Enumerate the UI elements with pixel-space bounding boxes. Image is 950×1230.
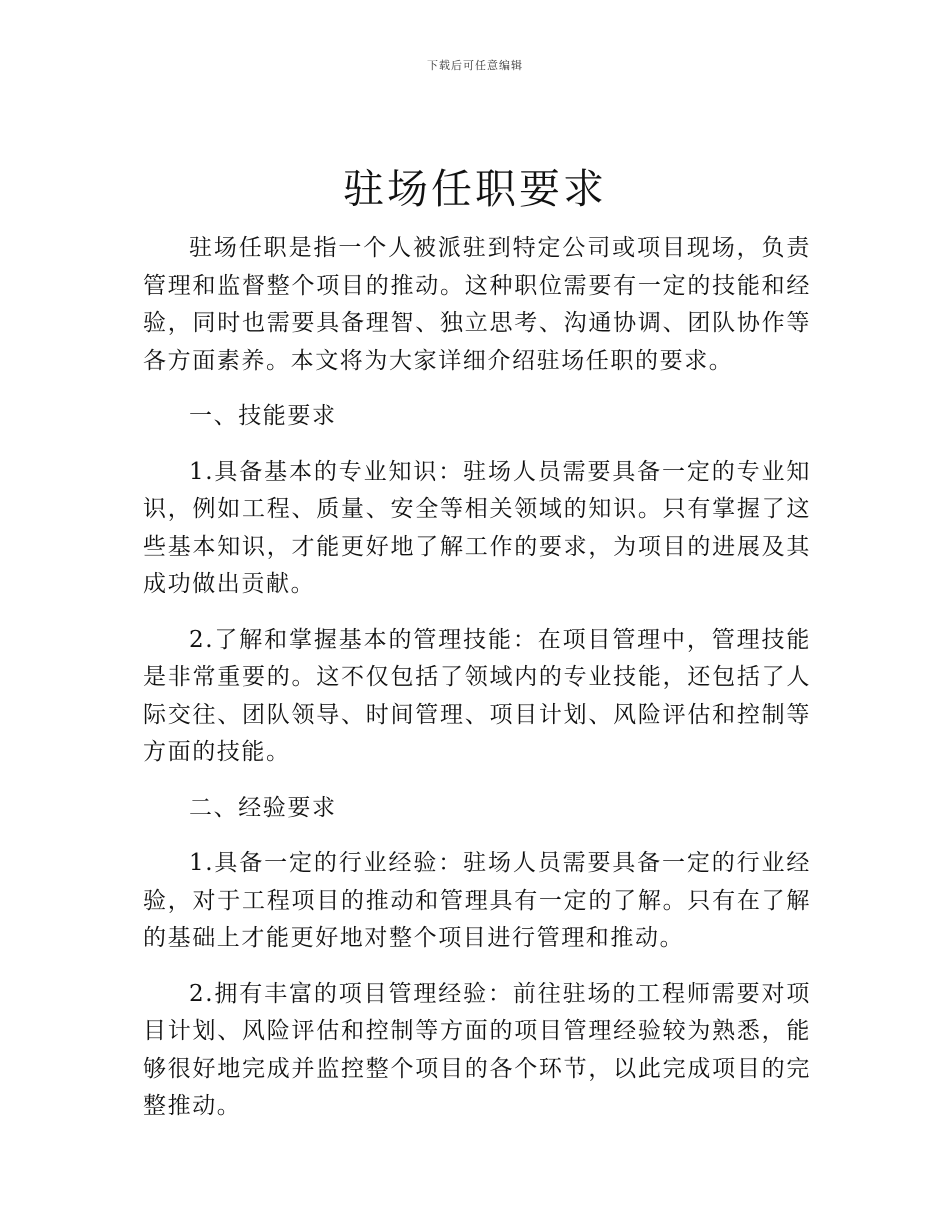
section-heading-skills: 一、技能要求 xyxy=(189,403,337,429)
page-title: 驻场任职要求 xyxy=(343,165,607,213)
header-note: 下载后可任意编辑 xyxy=(427,59,523,72)
experience-paragraph-2: 2.拥有丰富的项目管理经验：前往驻场的工程师需要对项目计划、风险评估和控制等方面的项目管理经验较为熟悉，能够很好地完成并监控整个项目的各个环节，以此完成项目的完整推动。 xyxy=(143,980,811,1119)
experience-paragraph-1: 1.具备一定的行业经验：驻场人员需要具备一定的行业经验，对于工程项目的推动和管理具有一定的了解。只有在了解的基础上才能更好地对整个项目进行管理和推动。 xyxy=(143,850,811,951)
skills-paragraph-1: 1.具备基本的专业知识：驻场人员需要具备一定的专业知识，例如工程、质量、安全等相关领域的知识。只有掌握了这些基本知识，才能更好地了解工作的要求，为项目的进展及其成功做出贡献。 xyxy=(143,458,811,597)
intro-paragraph: 驻场任职是指一个人被派驻到特定公司或项目现场，负责管理和监督整个项目的推动。这种职位需要有一定的技能和经验，同时也需要具备理智、独立思考、沟通协调、团队协作等各方面素养。本文将为大家详细介绍驻场任职的要求。 xyxy=(143,235,811,374)
section-heading-experience: 二、经验要求 xyxy=(189,794,337,821)
document-body xyxy=(143,230,811,1144)
skills-paragraph-2: 2.了解和掌握基本的管理技能：在项目管理中，管理技能是非常重要的。这不仅包括了领域内的专业技能，还包括了人际交往、团队领导、时间管理、项目计划、风险评估和控制等方面的技能。 xyxy=(143,626,811,765)
